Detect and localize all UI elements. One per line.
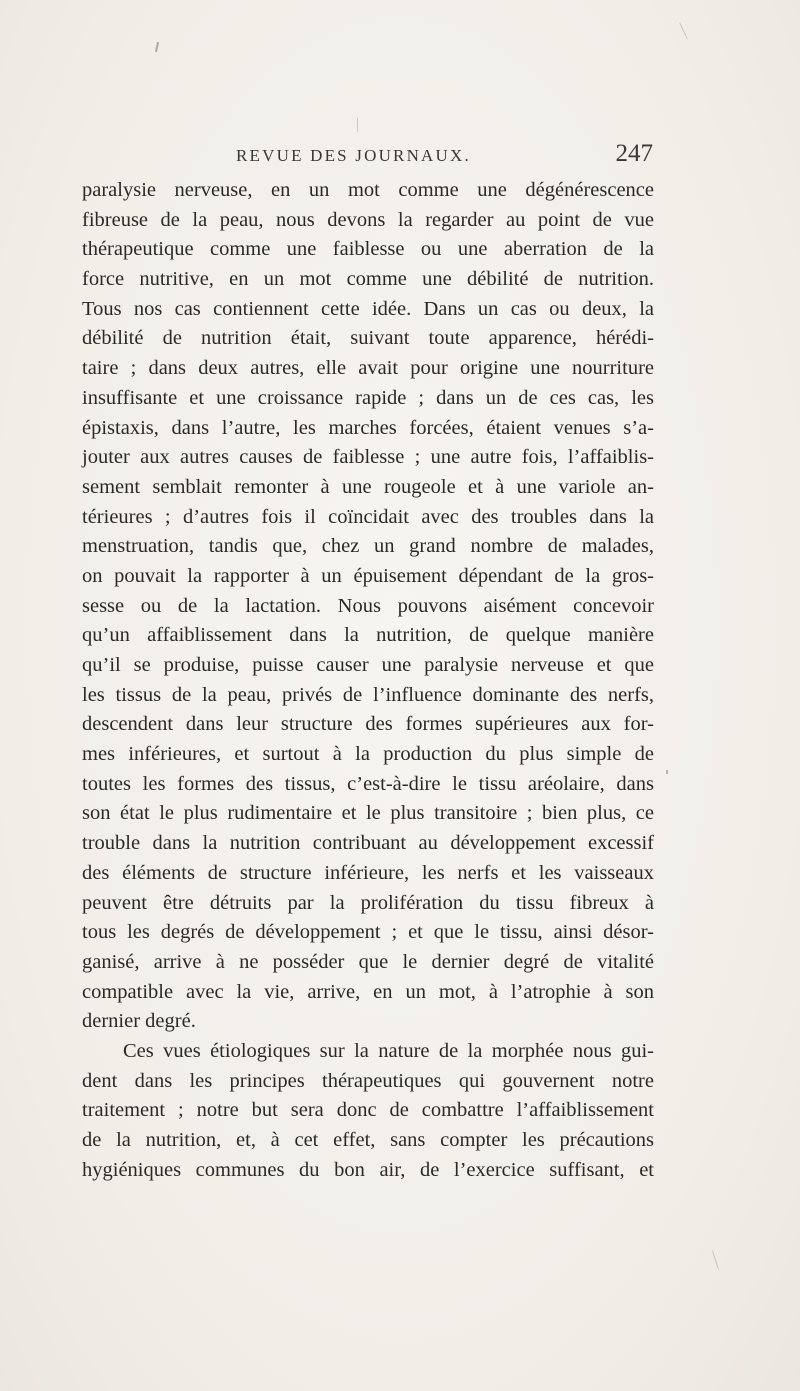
ink-speck bbox=[357, 118, 358, 132]
text-line: descendent dans leur structure des formes supérieures aux for- bbox=[82, 713, 654, 736]
paragraph-start-line: Ces vues étiologiques sur la nature de la morphée nous gui- bbox=[123, 1039, 654, 1062]
text-line: ganisé, arrive à ne posséder que le dernier degré de vitalité bbox=[82, 950, 654, 973]
ink-speck bbox=[679, 23, 688, 40]
ink-speck bbox=[155, 42, 159, 52]
text-line: qu’il se produise, puisse causer une paralysie nerveuse et que bbox=[82, 654, 654, 676]
text-line: hygiéniques communes du bon air, de l’exercice suffisant, et bbox=[82, 1158, 654, 1181]
text-line: thérapeutique comme une faiblesse ou une aberration de la bbox=[82, 238, 654, 261]
text-line: dent dans les principes thérapeutiques qui gouvernent notre bbox=[82, 1069, 654, 1092]
running-head bbox=[236, 140, 656, 170]
text-line: jouter aux autres causes de faiblesse ; une autre fois, l’affaiblis- bbox=[82, 446, 654, 469]
text-line: sesse ou de la lactation. Nous pouvons aisément concevoir bbox=[82, 594, 654, 617]
text-line: mes inférieures, et surtout à la production du plus simple de bbox=[82, 743, 654, 766]
text-line: de la nutrition, et, à cet effet, sans compter les précautions bbox=[82, 1129, 654, 1151]
text-line: paralysie nerveuse, en un mot comme une dégénérescence bbox=[82, 179, 654, 201]
text-line: tous les degrés de développement ; et que le tissu, ainsi désor- bbox=[82, 921, 654, 944]
text-line: taire ; dans deux autres, elle avait pour origine une nourriture bbox=[82, 357, 654, 380]
text-line: compatible avec la vie, arrive, en un mot, à l’atrophie à son bbox=[82, 980, 654, 1003]
running-title: REVUE DES JOURNAUX. bbox=[236, 146, 471, 165]
text-line: épistaxis, dans l’autre, les marches forcées, étaient venues s’a- bbox=[82, 416, 654, 439]
text-line: des éléments de structure inférieure, les nerfs et les vaisseaux bbox=[82, 861, 654, 884]
text-line: peuvent être détruits par la prolifération du tissu fibreux à bbox=[82, 891, 654, 914]
text-line: sement semblait remonter à une rougeole et à une variole an- bbox=[82, 475, 654, 498]
paragraph-end-line: dernier degré. bbox=[82, 1010, 196, 1033]
text-line: on pouvait la rapporter à un épuisement dépendant de la gros- bbox=[82, 564, 654, 587]
text-line: toutes les formes des tissus, c’est-à-dire le tissu aréolaire, dans bbox=[82, 772, 654, 795]
text-line: térieures ; d’autres fois il coïncidait avec des troubles dans la bbox=[82, 505, 654, 528]
text-line: son état le plus rudimentaire et le plus transitoire ; bien plus, ce bbox=[82, 802, 654, 825]
text-line: insuffisante et une croissance rapide ; dans un de ces cas, les bbox=[82, 386, 654, 409]
page-number: 247 bbox=[615, 140, 653, 167]
text-line: traitement ; notre but sera donc de combattre l’affaiblissement bbox=[82, 1099, 654, 1122]
text-line: Tous nos cas contiennent cette idée. Dans un cas ou deux, la bbox=[82, 297, 654, 320]
text-line: trouble dans la nutrition contribuant au développement excessif bbox=[82, 832, 654, 855]
text-line: les tissus de la peau, privés de l’influence dominante des nerfs, bbox=[82, 683, 654, 706]
text-line: qu’un affaiblissement dans la nutrition, de quelque manière bbox=[82, 624, 654, 647]
text-line: force nutritive, en un mot comme une débilité de nutrition. bbox=[82, 268, 654, 291]
body-text bbox=[82, 176, 654, 1185]
text-line: débilité de nutrition était, suivant toute apparence, hérédi- bbox=[82, 327, 654, 350]
ink-speck bbox=[666, 770, 668, 774]
text-line: menstruation, tandis que, chez un grand nombre de malades, bbox=[82, 535, 654, 558]
ink-speck bbox=[712, 1250, 719, 1269]
text-line: fibreuse de la peau, nous devons la regarder au point de vue bbox=[82, 208, 654, 231]
